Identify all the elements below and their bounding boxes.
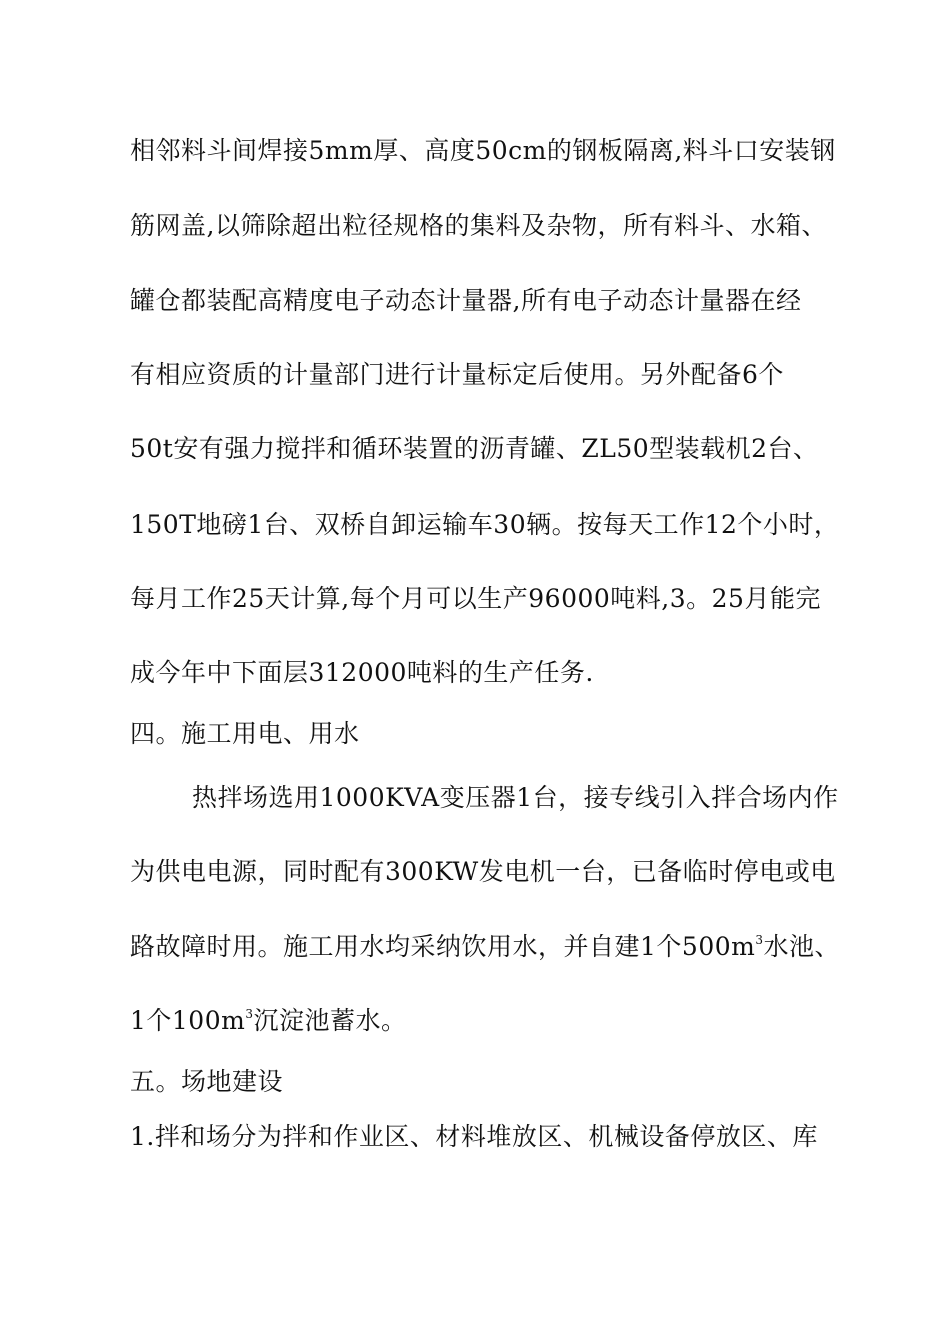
- superscript: 3: [755, 933, 764, 947]
- paragraph-line: [130, 1005, 850, 1037]
- paragraph-line: 50t安有强力搅拌和循环装置的沥青罐、ZL50型装载机2台、: [130, 434, 819, 463]
- text-segment: 水池、: [763, 932, 840, 961]
- paragraph-line: 为供电电源，同时配有300KW发电机一台，已备临时停电或电: [130, 857, 836, 886]
- paragraph-line: 每月工作25天计算,每个月可以生产96000吨料,3。25月能完: [130, 584, 821, 613]
- paragraph-line: 罐仓都装配高精度电子动态计量器,所有电子动态计量器在经: [130, 286, 802, 315]
- paragraph-line: 热拌场选用1000KVA变压器1台，接专线引入拌合场内作: [192, 783, 839, 812]
- section-heading: 四。施工用电、用水: [130, 719, 360, 748]
- text-segment: 沉淀池蓄水。: [253, 1006, 407, 1035]
- paragraph-line: 150T地磅1台、双桥自卸运输车30辆。按每天工作12个小时，: [130, 510, 840, 539]
- paragraph-line: 成今年中下面层312000吨料的生产任务.: [130, 658, 594, 687]
- paragraph-line: [130, 931, 850, 963]
- paragraph-line: 有相应资质的计量部门进行计量标定后使用。另外配备6个: [130, 360, 784, 389]
- text-segment: 路故障时用。施工用水均采纳饮用水，并自建1个500m: [130, 932, 756, 961]
- text-segment: 1个100m: [130, 1006, 246, 1035]
- superscript: 3: [245, 1007, 254, 1021]
- paragraph-line: 相邻料斗间焊接5mm厚、高度50cm的钢板隔离,料斗口安装钢: [130, 136, 836, 165]
- paragraph-line: 1.拌和场分为拌和作业区、材料堆放区、机械设备停放区、库: [130, 1122, 818, 1151]
- paragraph-line: 筋网盖,以筛除超出粒径规格的集料及杂物，所有料斗、水箱、: [130, 211, 827, 240]
- section-heading: 五。场地建设: [130, 1067, 284, 1096]
